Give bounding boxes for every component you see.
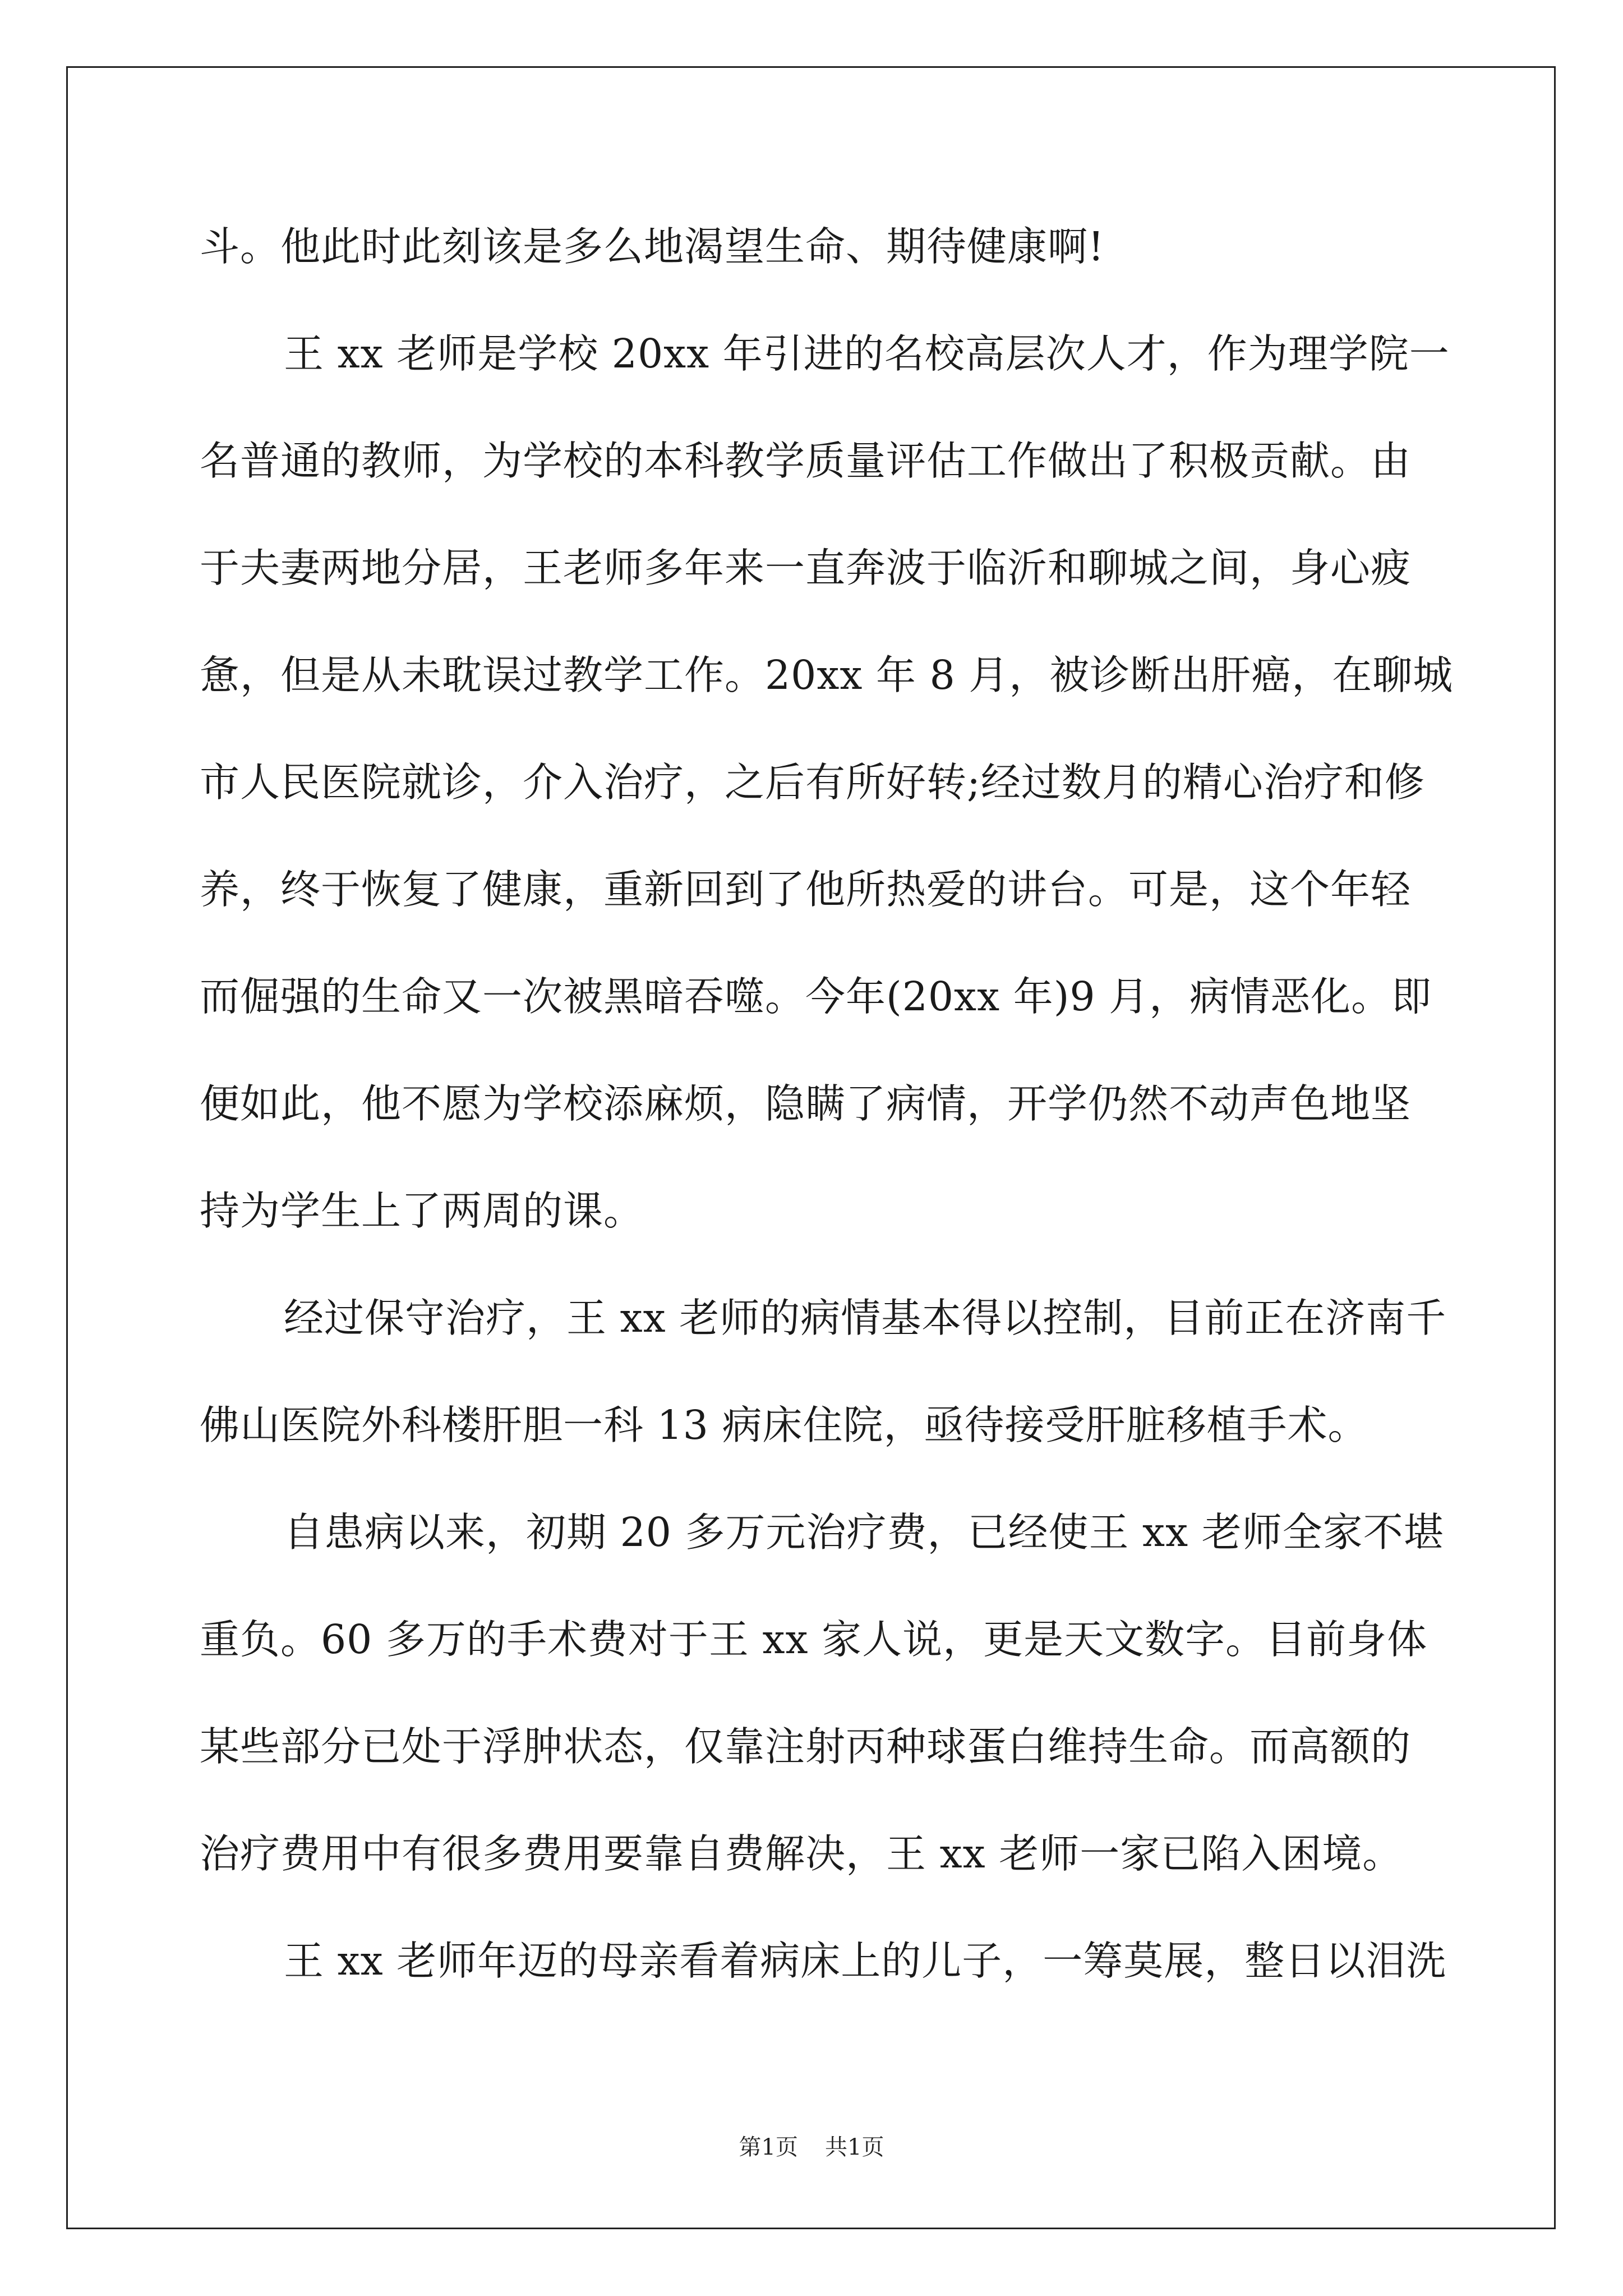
text-line: 王 xx 老师年迈的母亲看着病床上的儿子，一筹莫展，整日以泪洗 [284, 1938, 1447, 1984]
text-line: 重负。60 多万的手术费对于王 xx 家人说，更是天文数字。目前身体 [200, 1616, 1428, 1663]
text-line: 经过保守治疗，王 xx 老师的病情基本得以控制，目前正在济南千 [284, 1295, 1447, 1341]
text-line: 便如此，他不愿为学校添麻烦，隐瞒了病情，开学仍然不动声色地坚 [200, 1080, 1412, 1127]
text-line: 某些部分已处于浮肿状态，仅靠注射丙种球蛋白维持生命。而高额的 [200, 1723, 1412, 1770]
text-line: 于夫妻两地分居，王老师多年来一直奔波于临沂和聊城之间，身心疲 [200, 545, 1412, 591]
text-line: 斗。他此时此刻该是多么地渴望生命、期待健康啊! [200, 223, 1105, 270]
page-total: 共1页 [825, 2134, 884, 2160]
text-line: 市人民医院就诊，介入治疗，之后有所好转;经过数月的精心治疗和修 [200, 759, 1425, 806]
text-line: 惫，但是从未耽误过教学工作。20xx 年 8 月，被诊断出肝癌，在聊城 [200, 652, 1454, 698]
page-footer [0, 2129, 1623, 2161]
text-line: 而倔强的生命又一次被黑暗吞噬。今年(20xx 年)9 月，病情恶化。即 [200, 973, 1432, 1020]
text-line: 持为学生上了两周的课。 [200, 1188, 644, 1234]
text-line: 治疗费用中有很多费用要靠自费解决，王 xx 老师一家已陷入困境。 [200, 1830, 1403, 1877]
page-border [66, 66, 1556, 2229]
text-line: 佛山医院外科楼肝胆一科 13 病床住院，亟待接受肝脏移植手术。 [200, 1402, 1368, 1448]
text-line: 养，终于恢复了健康，重新回到了他所热爱的讲台。可是，这个年轻 [200, 866, 1412, 913]
text-line: 王 xx 老师是学校 20xx 年引进的名校高层次人才，作为理学院一 [284, 330, 1450, 377]
page-number: 第1页 [739, 2134, 798, 2160]
text-line: 名普通的教师，为学校的本科教学质量评估工作做出了积极贡献。由 [200, 438, 1412, 484]
text-line: 自患病以来，初期 20 多万元治疗费，已经使王 xx 老师全家不堪 [284, 1509, 1444, 1556]
